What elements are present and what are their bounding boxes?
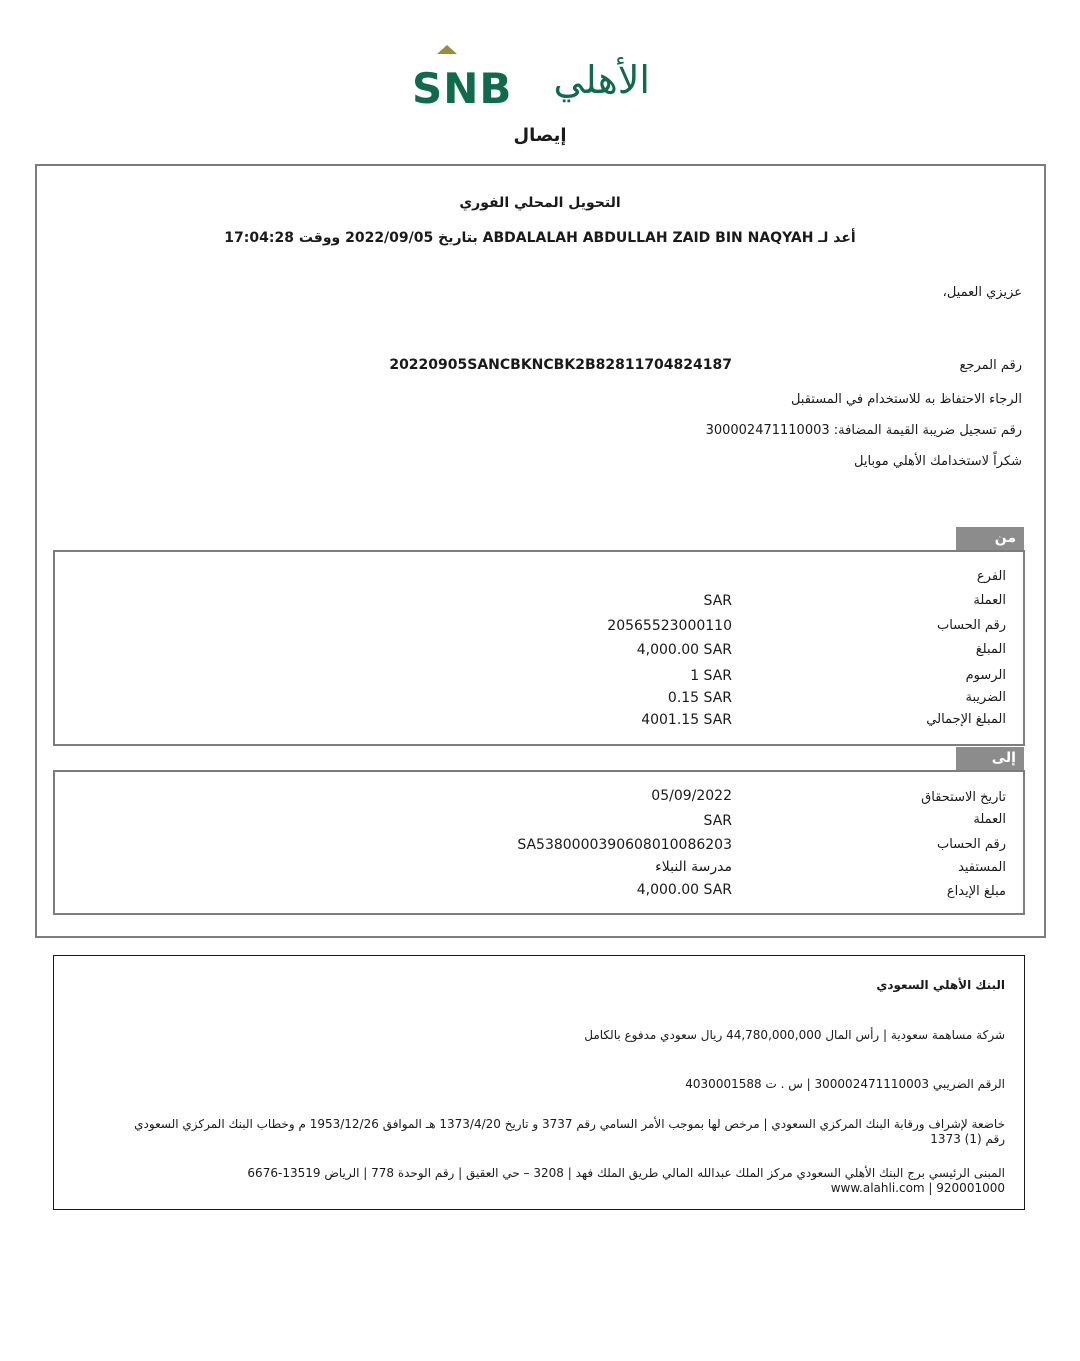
from-label-account: رقم الحساب	[936, 618, 1006, 633]
from-label-amount: المبلغ	[975, 642, 1006, 657]
from-section-tab: من	[956, 527, 1024, 550]
prepared-for-line: أعد لـ ABDALALAH ABDULLAH ZAID BIN NAQYAH بتاريخ 2022/09/05 ووقت 17:04:28	[224, 230, 856, 246]
greeting: عزيزي العميل،	[942, 285, 1022, 300]
to-label-due-date: تاريخ الاستحقاق	[921, 790, 1006, 805]
logo-arabic-text: الأهلي	[553, 58, 650, 102]
vat-registration-line: رقم تسجيل ضريبة القيمة المضافة: 300002471110003	[705, 423, 1022, 438]
from-label-total: المبلغ الإجمالي	[926, 712, 1006, 727]
to-label-beneficiary: المستفيد	[958, 860, 1006, 875]
keep-note: الرجاء الاحتفاظ به للاستخدام في المستقبل	[790, 392, 1022, 407]
from-label-fees: الرسوم	[965, 668, 1006, 683]
from-label-currency: العملة	[973, 593, 1006, 608]
footer-company-line: شركة مساهمة سعودية | رأس المال 44,780,000,000 ريال سعودي مدفوع بالكامل	[584, 1028, 1005, 1042]
to-label-account: رقم الحساب	[936, 837, 1006, 852]
logo-chevron-icon	[437, 45, 457, 54]
to-label-deposit-amount: مبلغ الإيداع	[946, 884, 1006, 899]
reference-value: 20220905SANCBKNCBK2B82811704824187	[389, 357, 732, 373]
from-value-total: 4001.15 SAR	[641, 712, 732, 728]
to-value-beneficiary: مدرسة النبلاء	[655, 859, 732, 875]
from-value-amount: 4,000.00 SAR	[636, 642, 732, 658]
to-section-tab: إلى	[956, 747, 1024, 770]
footer-tax-line: الرقم الضريبي 300002471110003 | س . ت 4030001588	[685, 1077, 1005, 1091]
transfer-title: التحويل المحلي الفوري	[459, 195, 621, 211]
reference-label: رقم المرجع	[959, 358, 1022, 373]
to-value-currency: SAR	[703, 813, 732, 829]
from-section	[53, 550, 1025, 746]
from-value-fees: 1 SAR	[690, 668, 732, 684]
to-value-due-date: 05/09/2022	[651, 788, 732, 804]
footer-bank-name: البنك الأهلي السعودي	[876, 978, 1005, 992]
from-value-tax: 0.15 SAR	[667, 690, 732, 706]
to-value-deposit-amount: 4,000.00 SAR	[636, 882, 732, 898]
thanks-line: شكراً لاستخدامك الأهلي موبايل	[854, 454, 1022, 469]
from-value-currency: SAR	[703, 593, 732, 609]
to-value-account: SA5380000390608010086203	[517, 837, 732, 853]
from-label-branch: الفرع	[976, 569, 1006, 584]
from-label-tax: الضريبة	[965, 690, 1006, 705]
receipt-title: إيصال	[513, 125, 567, 146]
to-label-currency: العملة	[973, 812, 1006, 827]
footer-address-line: المبنى الرئيسي برج البنك الأهلي السعودي مركز الملك عبدالله المالي طريق الملك فهد | 3208 – حي العقيق | رقم الوحدة 778 | الرياض 13519-6676	[247, 1166, 1005, 1180]
from-value-account: 20565523000110	[607, 618, 732, 634]
footer-regulation-line-2: رقم (1) 1373	[930, 1132, 1005, 1146]
snb-logo	[408, 44, 658, 113]
footer-regulation-line: خاضعة لإشراف ورقابة البنك المركزي السعودي | مرخص لها بموجب الأمر السامي رقم 3737 و تاريخ 1373/4/20 هـ الموافق 1953/12/26 م وخطاب البنك المركزي السعودي	[134, 1117, 1005, 1131]
footer-contact-line: 920001000 | www.alahli.com	[830, 1181, 1005, 1195]
logo-latin-text: SNB	[412, 64, 513, 113]
